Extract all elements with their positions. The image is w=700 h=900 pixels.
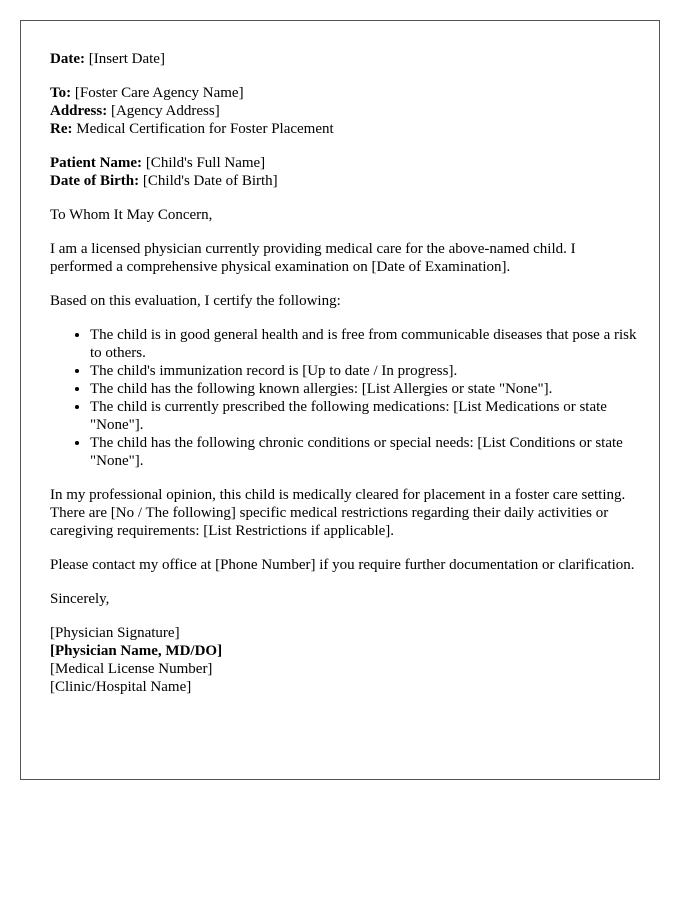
- address-label: Address:: [50, 103, 108, 119]
- salutation: To Whom It May Concern,: [50, 207, 213, 223]
- dob-value: [Child's Date of Birth]: [142, 173, 278, 189]
- date-value: [Insert Date]: [88, 51, 165, 67]
- signature-block: [50, 624, 640, 696]
- dob-label: Date of Birth:: [50, 173, 140, 189]
- date-line: [50, 50, 640, 68]
- patient-name-value: [Child's Full Name]: [145, 155, 266, 171]
- patient-section: [50, 154, 640, 190]
- re-value: Medical Certification for Foster Placement: [76, 121, 334, 137]
- address-line: [50, 102, 640, 120]
- list-item: • The child has the following chronic conditions or special needs: [List Conditions or state "None"].: [90, 434, 640, 470]
- re-line: [50, 120, 640, 138]
- list-item: • The child has the following known allergies: [List Allergies or state "None"].: [90, 380, 640, 398]
- patient-name-label: Patient Name:: [50, 155, 143, 171]
- letter-page: [20, 20, 660, 780]
- list-item: • The child's immunization record is [Up to date / In progress].: [90, 362, 640, 380]
- certify-lead: Based on this evaluation, I certify the following:: [50, 293, 341, 309]
- to-label: To:: [50, 85, 72, 101]
- re-label: Re:: [50, 121, 73, 137]
- to-value: [Foster Care Agency Name]: [74, 85, 244, 101]
- physician-name: [Physician Name, MD/DO]: [50, 643, 223, 659]
- date-label: Date:: [50, 51, 85, 67]
- license-number: [Medical License Number]: [50, 661, 213, 677]
- sign-off: Sincerely,: [50, 591, 110, 607]
- letter-content: [50, 50, 640, 712]
- intro-paragraph: I am a licensed physician currently providing medical care for the above-named child. I performed a comprehensive physical examination on [Date of Examination].: [50, 241, 576, 275]
- contact-paragraph: Please contact my office at [Phone Number] if you require further documentation or clarification.: [50, 557, 635, 573]
- list-item: • The child is in good general health and is free from communicable diseases that pose a risk to others.: [90, 326, 640, 362]
- recipient-section: [50, 84, 640, 138]
- opinion-paragraph: In my professional opinion, this child is medically cleared for placement in a foster care setting. There are [No / The following] specific medical restrictions regarding their daily activities or caregiving requirements: [List Restrictions if applicable].: [50, 487, 626, 539]
- list-item: • The child is currently prescribed the following medications: [List Medications or state "None"].: [90, 398, 640, 434]
- date-section: [50, 50, 640, 68]
- clinic-name: [Clinic/Hospital Name]: [50, 679, 192, 695]
- to-line: [50, 84, 640, 102]
- dob-line: [50, 172, 640, 190]
- physician-signature: [Physician Signature]: [50, 625, 180, 641]
- patient-name-line: [50, 154, 640, 172]
- certification-list: [50, 326, 640, 470]
- address-value: [Agency Address]: [110, 103, 220, 119]
